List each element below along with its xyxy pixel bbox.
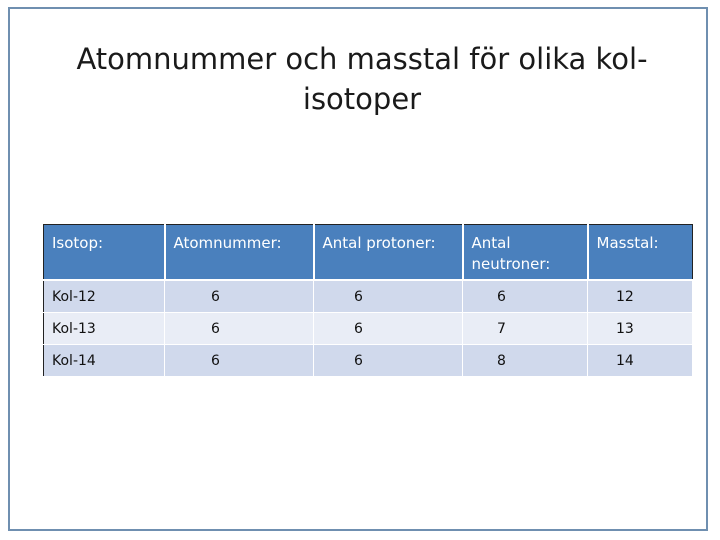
slide-title-line-1: Atomnummer och masstal för olika kol- xyxy=(76,42,648,76)
header-atomic-number: Atomnummer: xyxy=(165,225,314,281)
cell-protons: 6 xyxy=(314,313,463,345)
header-neutrons: Antal neutroner: xyxy=(463,225,588,281)
cell-neutrons: 6 xyxy=(463,280,588,313)
slide-title-line-2: isotoper xyxy=(302,82,422,116)
header-protons: Antal protoner: xyxy=(314,225,463,281)
cell-atomic-number: 6 xyxy=(165,313,314,345)
table-row xyxy=(44,313,693,345)
cell-protons: 6 xyxy=(314,345,463,377)
table-header-row xyxy=(44,225,693,281)
cell-atomic-number: 6 xyxy=(165,280,314,313)
cell-mass-number: 14 xyxy=(588,345,693,377)
cell-isotope: Kol-14 xyxy=(44,345,165,377)
isotope-table xyxy=(43,224,693,377)
table-row xyxy=(44,345,693,377)
cell-neutrons: 8 xyxy=(463,345,588,377)
cell-isotope: Kol-12 xyxy=(44,280,165,313)
cell-isotope: Kol-13 xyxy=(44,313,165,345)
cell-mass-number: 12 xyxy=(588,280,693,313)
header-mass-number: Masstal: xyxy=(588,225,693,281)
table-row xyxy=(44,280,693,313)
cell-neutrons: 7 xyxy=(463,313,588,345)
slide-title xyxy=(10,39,714,119)
cell-protons: 6 xyxy=(314,280,463,313)
header-isotope: Isotop: xyxy=(44,225,165,281)
cell-atomic-number: 6 xyxy=(165,345,314,377)
slide-frame xyxy=(8,7,708,531)
cell-mass-number: 13 xyxy=(588,313,693,345)
